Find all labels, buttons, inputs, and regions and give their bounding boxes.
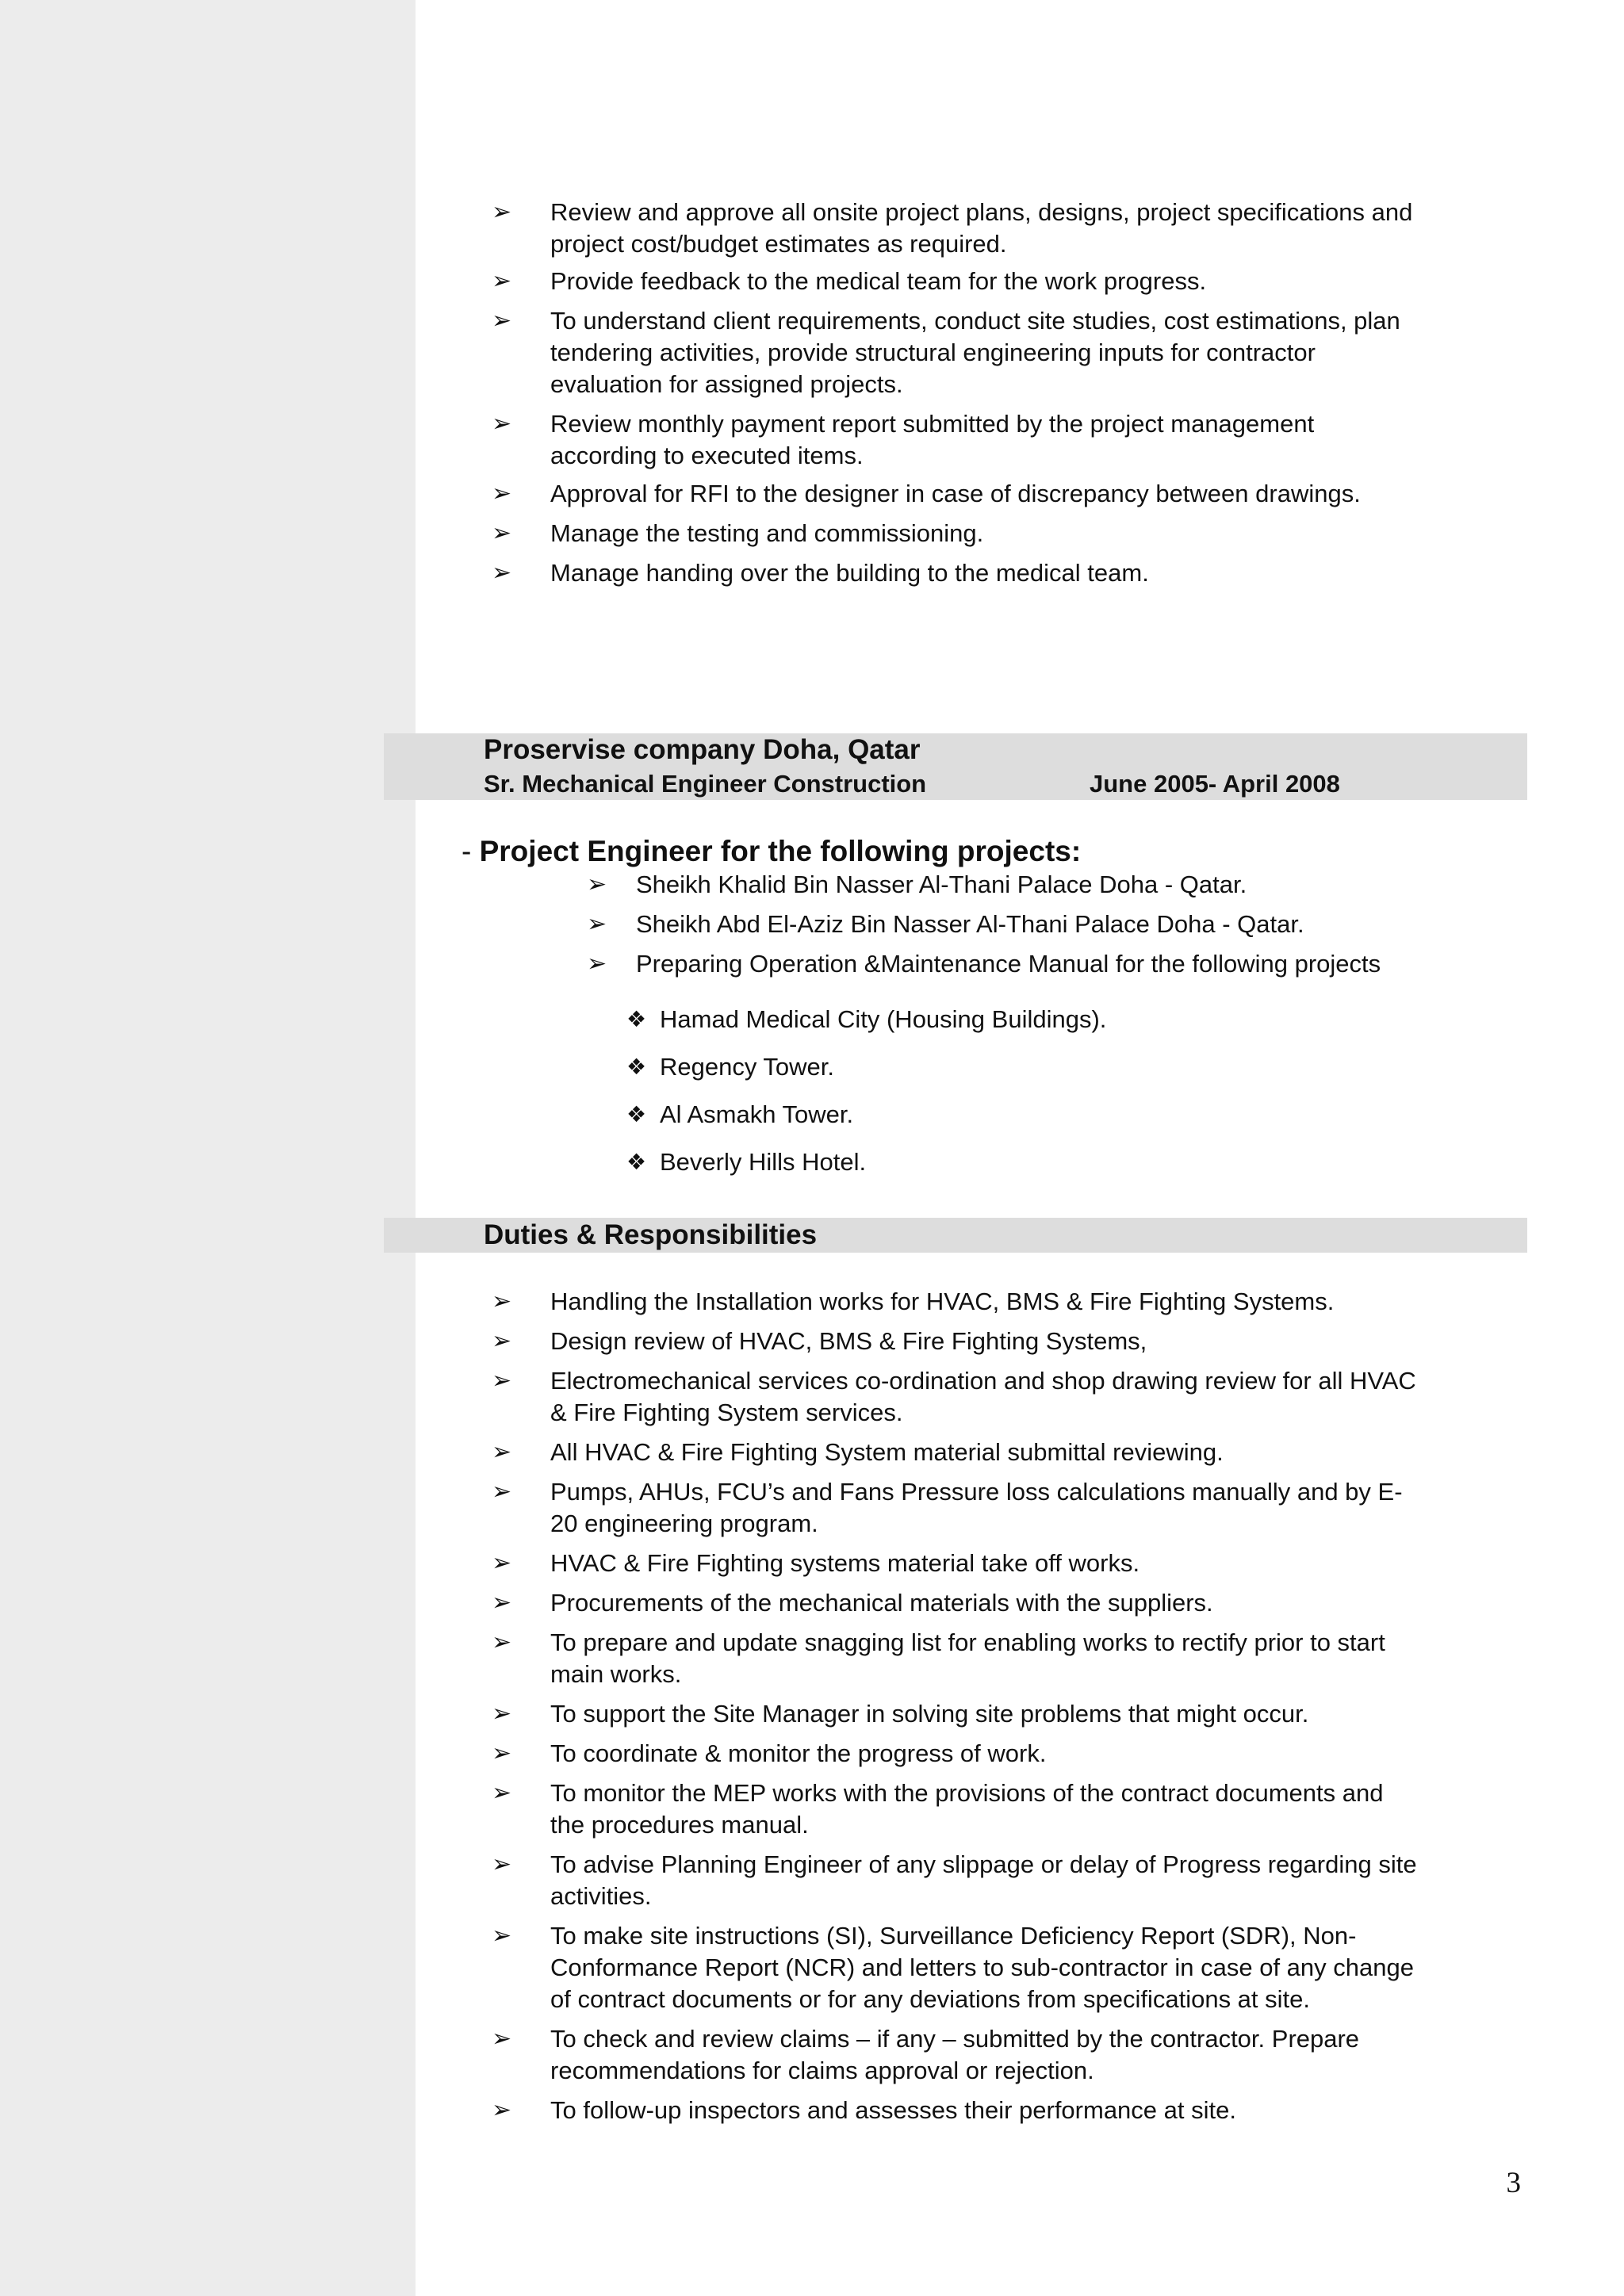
list-item-text: Beverly Hills Hotel. <box>660 1148 867 1176</box>
list-item-text: according to executed items. <box>550 442 864 469</box>
list-item-text: Pumps, AHUs, FCU’s and Fans Pressure loss calculations manually and by E- <box>550 1478 1403 1506</box>
projects-heading-text: Project Engineer for the following projects: <box>479 835 1082 867</box>
arrow-bullet-icon: ➢ <box>587 910 607 938</box>
diamond-bullet-icon: ❖ <box>626 1006 647 1032</box>
arrow-bullet-icon: ➢ <box>492 1288 512 1315</box>
arrow-bullet-icon: ➢ <box>587 950 607 978</box>
job-title: Sr. Mechanical Engineer Construction <box>484 770 927 798</box>
list-item-text: To check and review claims – if any – submitted by the contractor. Prepare <box>550 2025 1360 2053</box>
list-item-text: Electromechanical services co-ordination and shop drawing review for all HVAC <box>550 1367 1416 1395</box>
arrow-bullet-icon: ➢ <box>492 198 512 226</box>
arrow-bullet-icon: ➢ <box>492 410 512 438</box>
list-item-text: Manage the testing and commissioning. <box>550 519 984 547</box>
arrow-bullet-icon: ➢ <box>492 1327 512 1355</box>
list-item-text: To coordinate & monitor the progress of work. <box>550 1739 1047 1767</box>
arrow-bullet-icon: ➢ <box>492 1850 512 1878</box>
arrow-bullet-icon: ➢ <box>492 1549 512 1577</box>
list-item-text: To advise Planning Engineer of any slippage or delay of Progress regarding site <box>550 1850 1417 1878</box>
arrow-bullet-icon: ➢ <box>492 307 512 335</box>
list-item-text: To support the Site Manager in solving site problems that might occur. <box>550 1700 1309 1728</box>
arrow-bullet-icon: ➢ <box>492 1478 512 1506</box>
list-item-text: Sheikh Abd El-Aziz Bin Nasser Al-Thani Palace Doha - Qatar. <box>636 910 1304 938</box>
arrow-bullet-icon: ➢ <box>492 1739 512 1767</box>
list-item-text: To make site instructions (SI), Surveillance Deficiency Report (SDR), Non- <box>550 1922 1357 1950</box>
page-number: 3 <box>1506 2167 1521 2199</box>
arrow-bullet-icon: ➢ <box>492 2025 512 2053</box>
list-item-text: To follow-up inspectors and assesses their performance at site. <box>550 2096 1236 2124</box>
diamond-bullet-icon: ❖ <box>626 1101 647 1127</box>
arrow-bullet-icon: ➢ <box>492 480 512 507</box>
arrow-bullet-icon: ➢ <box>492 1628 512 1656</box>
arrow-bullet-icon: ➢ <box>492 1367 512 1395</box>
list-item-text: Review monthly payment report submitted by the project management <box>550 410 1315 438</box>
page-sidebar-band <box>0 0 416 2296</box>
list-item-text: To monitor the MEP works with the provisions of the contract documents and <box>550 1779 1384 1807</box>
arrow-bullet-icon: ➢ <box>587 871 607 898</box>
arrow-bullet-icon: ➢ <box>492 559 512 587</box>
arrow-bullet-icon: ➢ <box>492 267 512 295</box>
list-item-text: of contract documents or for any deviations from specifications at site. <box>550 1985 1311 2013</box>
list-item-text: the procedures manual. <box>550 1811 809 1839</box>
arrow-bullet-icon: ➢ <box>492 519 512 547</box>
list-item-text: Provide feedback to the medical team for the work progress. <box>550 267 1207 295</box>
list-item-text: Review and approve all onsite project plans, designs, project specifications and <box>550 198 1413 226</box>
list-item-text: Hamad Medical City (Housing Buildings). <box>660 1005 1107 1033</box>
arrow-bullet-icon: ➢ <box>492 1922 512 1950</box>
list-item-text: Manage handing over the building to the medical team. <box>550 559 1149 587</box>
duties-heading: Duties & Responsibilities <box>484 1219 818 1250</box>
list-item-text: Sheikh Khalid Bin Nasser Al-Thani Palace Doha - Qatar. <box>636 871 1247 898</box>
list-item-text: 20 engineering program. <box>550 1510 818 1537</box>
list-item-text: All HVAC & Fire Fighting System material submittal reviewing. <box>550 1438 1224 1466</box>
list-item-text: main works. <box>550 1660 682 1688</box>
list-item-text: To prepare and update snagging list for enabling works to rectify prior to start <box>550 1628 1385 1656</box>
company-name: Proservise company Doha, Qatar <box>484 734 921 765</box>
list-item-text: Handling the Installation works for HVAC, BMS & Fire Fighting Systems. <box>550 1288 1335 1315</box>
projects-dash: - <box>462 835 472 867</box>
employment-dates: June 2005- April 2008 <box>1090 770 1340 798</box>
diamond-bullet-icon: ❖ <box>626 1054 647 1080</box>
projects-heading <box>462 834 1081 869</box>
list-item-text: Regency Tower. <box>660 1053 834 1081</box>
list-item-text: activities. <box>550 1882 652 1910</box>
list-item-text: Al Asmakh Tower. <box>660 1100 854 1128</box>
list-item-text: Procurements of the mechanical materials with the suppliers. <box>550 1589 1213 1617</box>
list-item-text: To understand client requirements, conduct site studies, cost estimations, plan <box>550 307 1400 335</box>
arrow-bullet-icon: ➢ <box>492 1779 512 1807</box>
list-item-text: Design review of HVAC, BMS & Fire Fighting Systems, <box>550 1327 1147 1355</box>
list-item-text: & Fire Fighting System services. <box>550 1399 903 1426</box>
list-item-text: Conformance Report (NCR) and letters to sub-contractor in case of any change <box>550 1954 1414 1981</box>
list-item-text: Approval for RFI to the designer in case of discrepancy between drawings. <box>550 480 1361 507</box>
arrow-bullet-icon: ➢ <box>492 1438 512 1466</box>
arrow-bullet-icon: ➢ <box>492 1589 512 1617</box>
arrow-bullet-icon: ➢ <box>492 2096 512 2124</box>
list-item-text: HVAC & Fire Fighting systems material take off works. <box>550 1549 1140 1577</box>
list-item-text: recommendations for claims approval or rejection. <box>550 2057 1094 2084</box>
arrow-bullet-icon: ➢ <box>492 1700 512 1728</box>
list-item-text: evaluation for assigned projects. <box>550 370 903 398</box>
list-item-text: tendering activities, provide structural engineering inputs for contractor <box>550 339 1316 366</box>
list-item-text: project cost/budget estimates as required. <box>550 230 1007 258</box>
diamond-bullet-icon: ❖ <box>626 1149 647 1175</box>
list-item-text: Preparing Operation &Maintenance Manual for the following projects <box>636 950 1381 978</box>
